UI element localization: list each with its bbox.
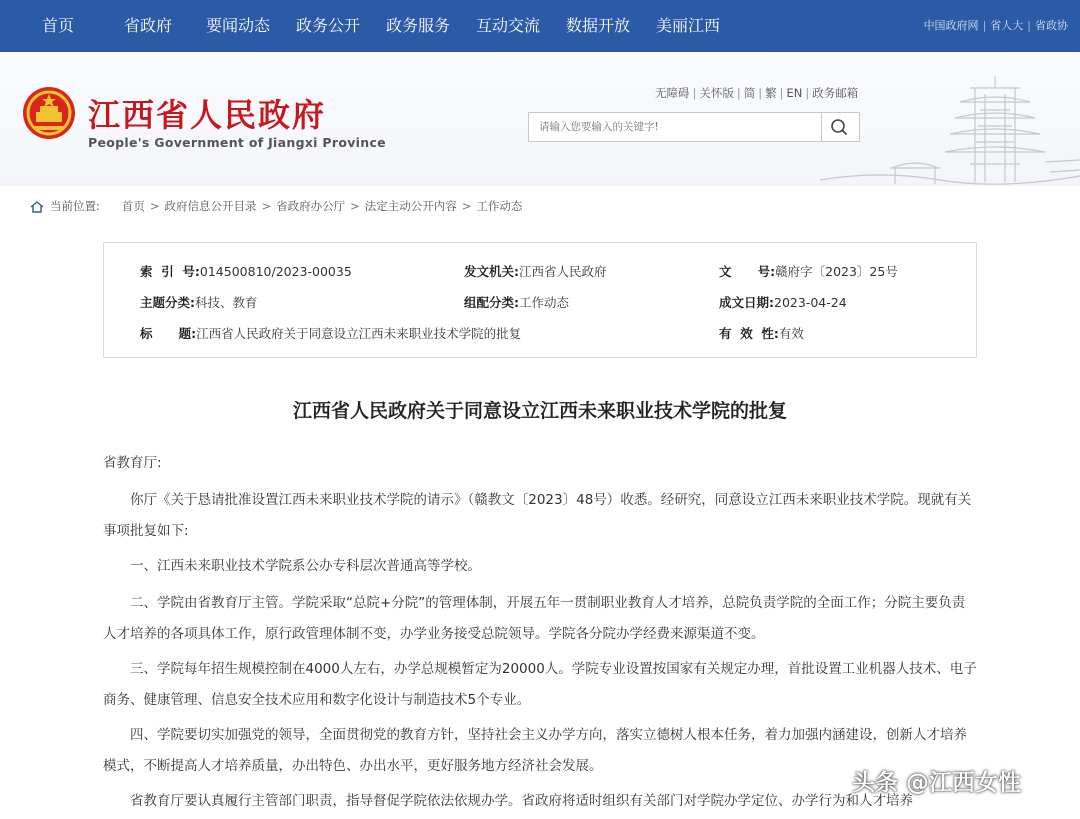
nav-item-beautiful-jiangxi[interactable]: 美丽江西 [656, 16, 721, 35]
info-key: 索 引 号: [140, 264, 200, 279]
info-value: 科技、教育 [195, 295, 258, 310]
info-value: 江西省人民政府关于同意设立江西未来职业技术学院的批复 [196, 326, 522, 341]
breadcrumb-separator: > [461, 199, 472, 213]
national-emblem-icon [22, 86, 76, 140]
breadcrumb-separator: > [350, 199, 360, 213]
breadcrumb-general-office[interactable]: 省政府办公厅 [276, 199, 346, 213]
article-paragraph: 三、学院每年招生规模控制在4000人左右，办学总规模暂定为20000人。学院专业设置按国家有关规定办理，首批设置工业机器人技术、电子商务、健康管理、信息安全技术应用和数字化设计与制造技术5个专业。 [103, 661, 977, 708]
separator: | [1027, 19, 1031, 32]
top-nav-bar [0, 0, 1080, 52]
separator: | [758, 86, 763, 100]
breadcrumb-home[interactable]: 首页 [121, 199, 145, 213]
link-china-gov[interactable]: 中国政府网 [923, 19, 979, 32]
breadcrumb-separator: > [149, 199, 160, 213]
info-key: 标 题: [140, 326, 197, 341]
article-title: 江西省人民政府关于同意设立江西未来职业技术学院的批复 [292, 400, 787, 422]
top-right-links [924, 0, 1068, 52]
info-topic [140, 293, 258, 311]
info-key: 成文日期: [719, 295, 774, 310]
link-accessibility[interactable]: 无障碍 [655, 86, 690, 100]
watermark: 头条 @江西女性 [852, 770, 1022, 796]
info-date [719, 293, 847, 311]
article-paragraph: 二、学院由省教育厅主管。学院采取“总院+分院”的管理体制，开展五年一贯制职业教育人才培养，总院负责学院的全面工作；分院主要负责人才培养的各项具体工作，原行政管理体制不变，办学业务接受总院领导。学院各分院办学经费来源渠道不变。 [103, 595, 966, 642]
nav-item-gov-affairs-public[interactable]: 政务公开 [296, 16, 361, 35]
breadcrumb-statutory-content[interactable]: 法定主动公开内容 [364, 199, 457, 213]
nav-item-provincial-gov[interactable]: 省政府 [124, 16, 173, 35]
info-key: 组配分类: [464, 295, 519, 310]
info-doc-number [719, 262, 898, 280]
info-key: 有 效 性: [719, 326, 779, 341]
info-subject [140, 324, 521, 342]
link-care-version[interactable]: 关怀版 [699, 86, 734, 100]
breadcrumb [30, 196, 522, 216]
nav-item-interaction[interactable]: 互动交流 [476, 16, 541, 35]
breadcrumb-label: 当前位置: [50, 199, 100, 213]
site-title: 江西省人民政府 [88, 96, 327, 134]
link-english[interactable]: EN [786, 86, 803, 100]
info-key: 主题分类: [140, 295, 195, 310]
site-subtitle: People's Government of Jiangxi Province [88, 135, 386, 150]
info-value: 江西省人民政府 [519, 264, 607, 279]
separator: | [736, 86, 741, 100]
info-index-number [140, 262, 352, 280]
link-traditional[interactable]: 繁 [765, 86, 777, 100]
link-provincial-cppcc[interactable]: 省政协 [1035, 19, 1068, 32]
info-value: 014500810/2023-00035 [199, 264, 352, 279]
info-value: 有效 [778, 326, 804, 341]
separator: | [779, 86, 784, 100]
article-paragraph: 你厅《关于恳请批准设置江西未来职业技术学院的请示》（赣教文〔2023〕48号）收悉。经研究，同意设立江西未来职业技术学院。现就有关事项批复如下: [103, 492, 972, 539]
breadcrumb-work-news[interactable]: 工作动态 [476, 199, 523, 213]
site-header [0, 52, 1080, 186]
link-gov-email[interactable]: 政务邮箱 [812, 86, 859, 100]
nav-item-home[interactable]: 首页 [42, 16, 75, 35]
nav-item-open-data[interactable]: 数据开放 [566, 16, 631, 35]
separator: | [805, 86, 810, 100]
link-simplified[interactable]: 简 [743, 86, 756, 100]
separator: | [692, 86, 697, 100]
link-provincial-congress[interactable]: 省人大 [990, 19, 1024, 32]
breadcrumb-info-catalog[interactable]: 政府信息公开目录 [164, 199, 257, 213]
separator: | [982, 19, 987, 32]
breadcrumb-separator: > [261, 199, 272, 213]
info-value: 2023-04-24 [774, 295, 847, 310]
nav-item-gov-services[interactable]: 政务服务 [386, 16, 451, 35]
home-icon [30, 201, 44, 213]
info-value: 工作动态 [519, 295, 570, 310]
info-key: 发文机关: [464, 264, 519, 279]
nav-item-news[interactable]: 要闻动态 [206, 16, 271, 35]
article-salutation: 省教育厅: [103, 455, 162, 471]
article-paragraph: 省教育厅要认真履行主管部门职责，指导督促学院依法依规办学。省政府将适时组织有关部门对学院办学定位、办学行为和人才培养 [130, 793, 913, 809]
info-validity [719, 324, 804, 342]
document-info-box [103, 242, 977, 358]
info-value: 赣府字〔2023〕25号 [775, 264, 898, 279]
article-paragraph: 四、学院要切实加强党的领导，全面贯彻党的教育方针，坚持社会主义办学方向，落实立德树人根本任务，着力加强内涵建设，创新人才培养模式，不断提高人才培养质量，办出特色、办出水平，更好服务地方经济社会发展。 [103, 727, 967, 774]
pagoda-illustration [820, 72, 1080, 186]
search-input[interactable] [528, 112, 822, 142]
info-category [464, 293, 569, 311]
info-issuer [464, 262, 607, 280]
article-paragraph: 一、江西未来职业技术学院系公办专科层次普通高等学校。 [130, 558, 481, 574]
info-key: 文 号: [719, 264, 776, 279]
